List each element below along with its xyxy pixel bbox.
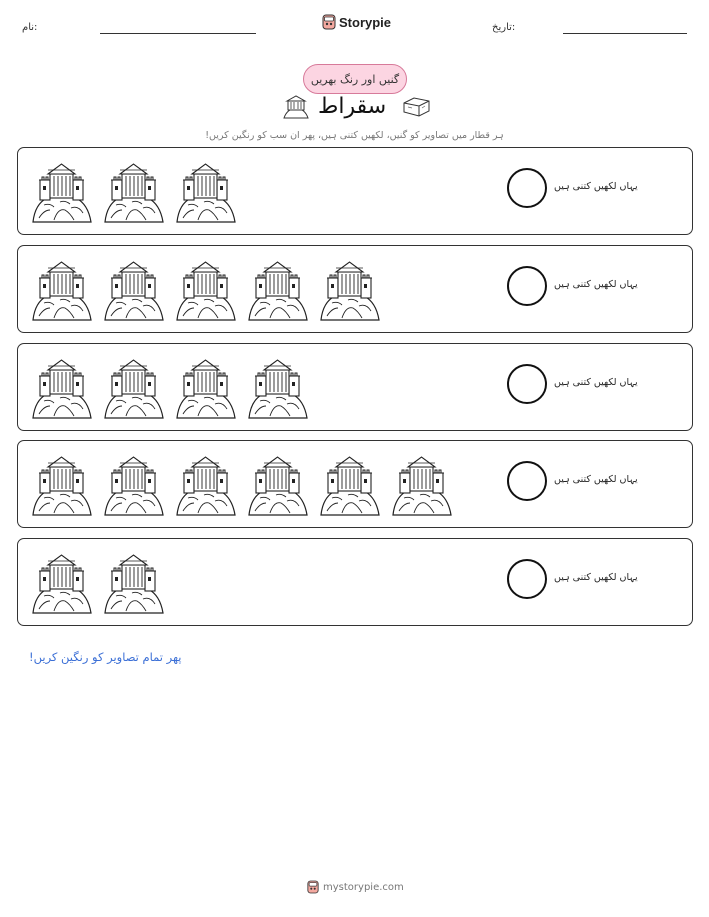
castle-on-rock-icon[interactable] [174,158,237,224]
answer-circle[interactable] [507,364,547,404]
castle-on-rock-icon[interactable] [174,256,237,322]
storypie-mascot-icon [322,14,336,30]
write-count-label: یہاں لکھیں کتنی ہیں [554,474,638,485]
counting-row [17,343,693,431]
castle-on-rock-icon[interactable] [318,451,381,517]
stone-block-icon [400,94,432,118]
castle-on-rock-icon[interactable] [30,549,93,615]
castle-group [30,354,309,420]
write-count-label: یہاں لکھیں کتنی ہیں [554,279,638,290]
write-count-label: یہاں لکھیں کتنی ہیں [554,181,638,192]
castle-on-rock-icon[interactable] [174,451,237,517]
castle-icon [281,94,311,120]
castle-on-rock-icon[interactable] [246,451,309,517]
answer-circle[interactable] [507,559,547,599]
storypie-mascot-icon [307,880,319,894]
bottom-note: پھر تمام تصاویر کو رنگین کریں! [29,650,182,664]
counting-row [17,538,693,626]
write-count-label: یہاں لکھیں کتنی ہیں [554,377,638,388]
date-field-line[interactable] [563,33,687,34]
castle-on-rock-icon[interactable] [102,451,165,517]
instruction-text: ہر قطار میں تصاویر کو گنیں، لکھیں کتنی ہیں، پھر ان سب کو رنگین کریں! [205,130,504,141]
castle-on-rock-icon[interactable] [30,256,93,322]
castle-on-rock-icon[interactable] [30,354,93,420]
castle-group [30,451,453,517]
castle-on-rock-icon[interactable] [174,354,237,420]
footer [307,880,404,894]
counting-row [17,147,693,235]
name-field-line[interactable] [100,33,256,34]
castle-on-rock-icon[interactable] [390,451,453,517]
castle-on-rock-icon[interactable] [102,549,165,615]
counting-row [17,440,693,528]
answer-circle[interactable] [507,168,547,208]
answer-circle[interactable] [507,266,547,306]
brand-name: Storypie [339,14,392,30]
castle-on-rock-icon[interactable] [102,354,165,420]
castle-on-rock-icon[interactable] [318,256,381,322]
name-label: نام: [22,22,38,33]
page-title: سقراط [318,94,387,119]
write-count-label: یہاں لکھیں کتنی ہیں [554,572,638,583]
castle-group [30,158,237,224]
title-row [0,92,709,128]
castle-on-rock-icon[interactable] [30,158,93,224]
castle-on-rock-icon[interactable] [246,256,309,322]
answer-circle[interactable] [507,461,547,501]
date-label: تاریخ: [492,22,516,33]
activity-badge: گنیں اور رنگ بھریں [303,64,407,94]
castle-group [30,256,381,322]
worksheet-header [0,12,709,42]
castle-on-rock-icon[interactable] [246,354,309,420]
castle-on-rock-icon[interactable] [102,256,165,322]
brand-logo [322,14,391,30]
castle-group [30,549,165,615]
castle-on-rock-icon[interactable] [30,451,93,517]
footer-url: mystorypie.com [323,881,404,893]
counting-row [17,245,693,333]
castle-on-rock-icon[interactable] [102,158,165,224]
